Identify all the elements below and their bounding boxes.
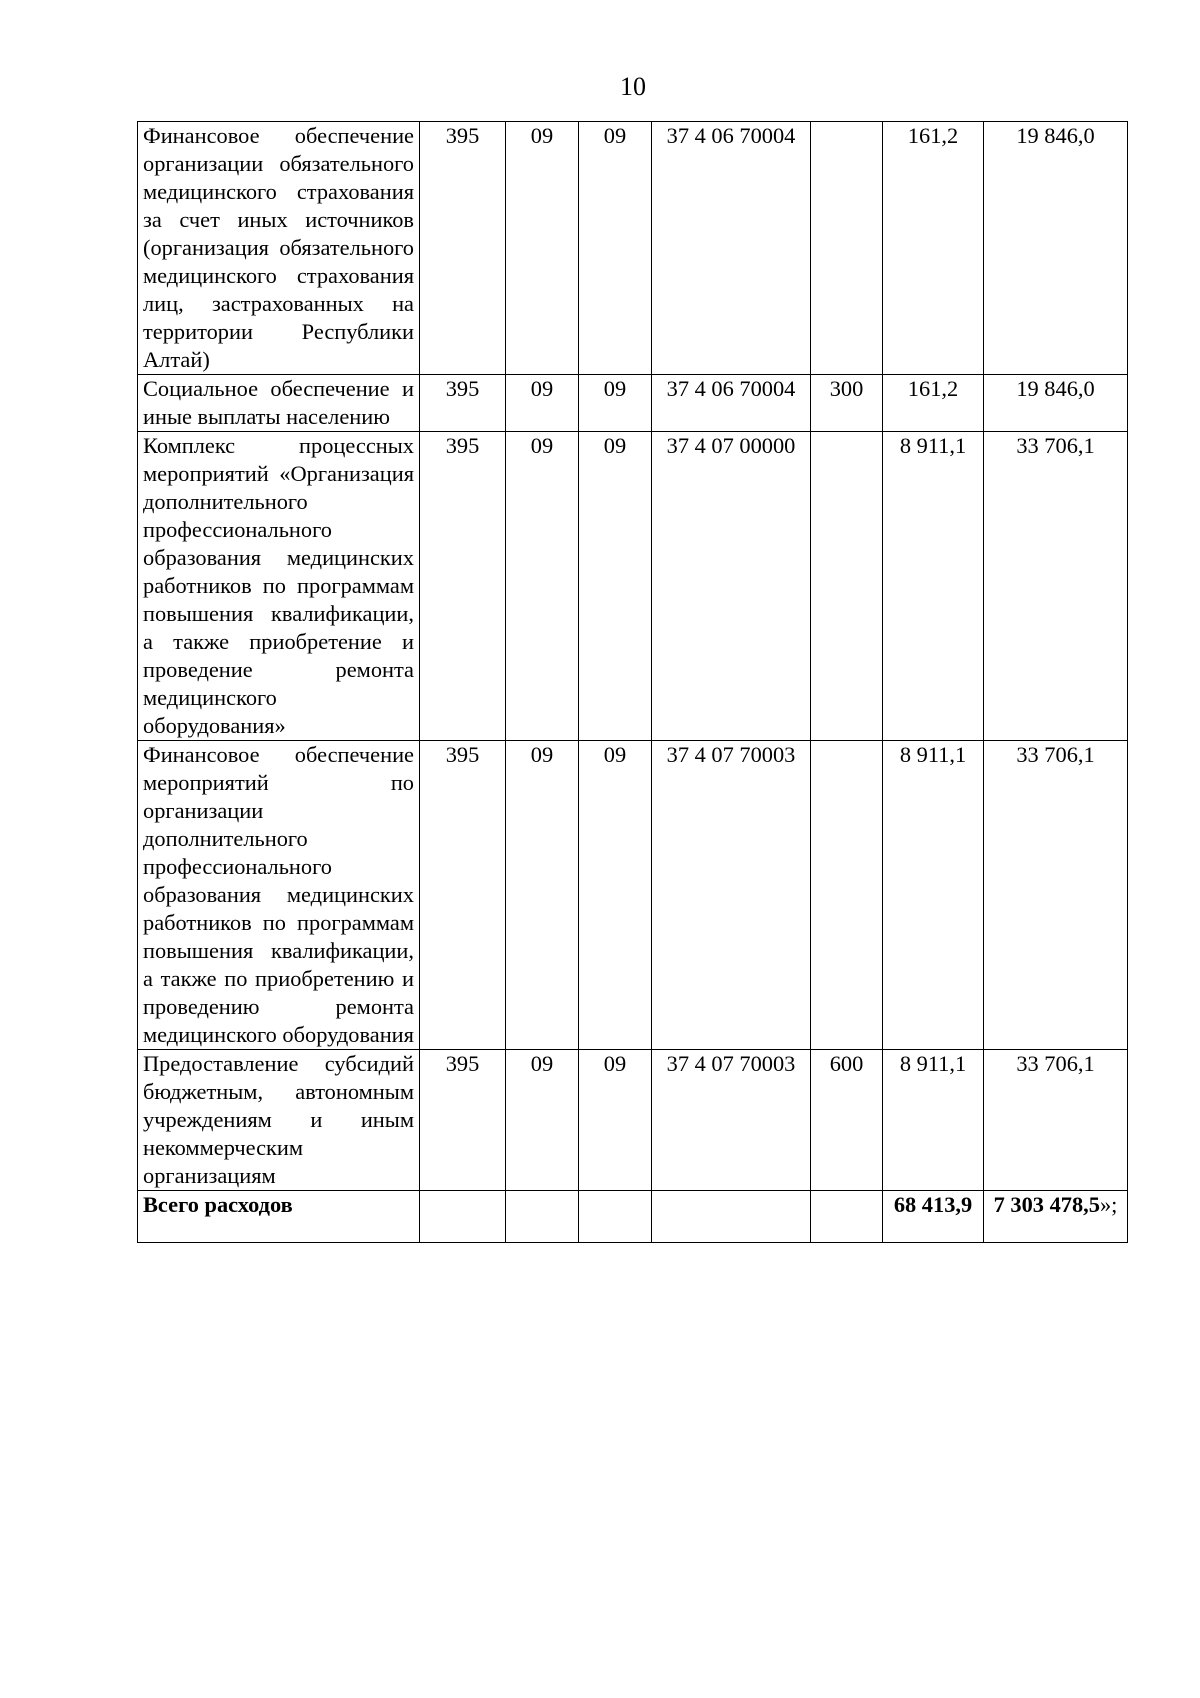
row-name: Социальное обеспечение и иные выплаты населению (138, 375, 420, 432)
ministry-code: 395 (420, 1050, 506, 1191)
expense-type-code: 600 (811, 1050, 883, 1191)
table-row (138, 741, 1128, 1050)
empty-cell (420, 1191, 506, 1243)
closing-quote-suffix: »; (1099, 1192, 1118, 1217)
row-name: Комплекс процессных мероприятий «Организация дополнительного профессионального образования медицинских работников по программам повышения квалификации, а также приобретение и проведение ремонта медицинского оборудования» (138, 432, 420, 741)
total-label: Всего расходов (138, 1191, 420, 1243)
subsection-code: 09 (579, 432, 652, 741)
empty-cell (579, 1191, 652, 1243)
table-row (138, 432, 1128, 741)
total-row (138, 1191, 1128, 1243)
target-article-code: 37 4 06 70004 (652, 375, 811, 432)
ministry-code: 395 (420, 122, 506, 375)
expenditure-table (137, 121, 1128, 1243)
amount-1: 161,2 (883, 375, 984, 432)
table-row (138, 375, 1128, 432)
section-code: 09 (506, 741, 579, 1050)
amount-1: 8 911,1 (883, 741, 984, 1050)
amount-2: 33 706,1 (984, 741, 1128, 1050)
amount-1: 161,2 (883, 122, 984, 375)
amount-2: 33 706,1 (984, 432, 1128, 741)
table-row (138, 1050, 1128, 1191)
subsection-code: 09 (579, 1050, 652, 1191)
subsection-code: 09 (579, 375, 652, 432)
expense-type-code (811, 122, 883, 375)
ministry-code: 395 (420, 432, 506, 741)
empty-cell (506, 1191, 579, 1243)
total-amount-1: 68 413,9 (883, 1191, 984, 1243)
total-amount-2-cell (984, 1191, 1128, 1243)
subsection-code: 09 (579, 741, 652, 1050)
amount-1: 8 911,1 (883, 1050, 984, 1191)
amount-2: 19 846,0 (984, 122, 1128, 375)
target-article-code: 37 4 07 00000 (652, 432, 811, 741)
row-name: Финансовое обеспечение организации обязательного медицинского страхования за счет иных источников (организация обязательного медицинского страхования лиц, застрахованных на территории Республики Алтай) (138, 122, 420, 375)
subsection-code: 09 (579, 122, 652, 375)
section-code: 09 (506, 122, 579, 375)
amount-1: 8 911,1 (883, 432, 984, 741)
amount-2: 33 706,1 (984, 1050, 1128, 1191)
expense-type-code (811, 432, 883, 741)
row-name: Финансовое обеспечение мероприятий по организации дополнительного профессионального образования медицинских работников по программам повышения квалификации, а также по приобретению и проведению ремонта медицинского оборудования (138, 741, 420, 1050)
section-code: 09 (506, 1050, 579, 1191)
target-article-code: 37 4 06 70004 (652, 122, 811, 375)
empty-cell (811, 1191, 883, 1243)
section-code: 09 (506, 432, 579, 741)
expense-type-code (811, 741, 883, 1050)
section-code: 09 (506, 375, 579, 432)
amount-2: 19 846,0 (984, 375, 1128, 432)
ministry-code: 395 (420, 741, 506, 1050)
expense-type-code: 300 (811, 375, 883, 432)
total-amount-2: 7 303 478,5 (993, 1192, 1100, 1217)
page-number: 10 (620, 72, 646, 101)
target-article-code: 37 4 07 70003 (652, 1050, 811, 1191)
target-article-code: 37 4 07 70003 (652, 741, 811, 1050)
table-row (138, 122, 1128, 375)
row-name: Предоставление субсидий бюджетным, автономным учреждениям и иным некоммерческим организациям (138, 1050, 420, 1191)
ministry-code: 395 (420, 375, 506, 432)
empty-cell (652, 1191, 811, 1243)
